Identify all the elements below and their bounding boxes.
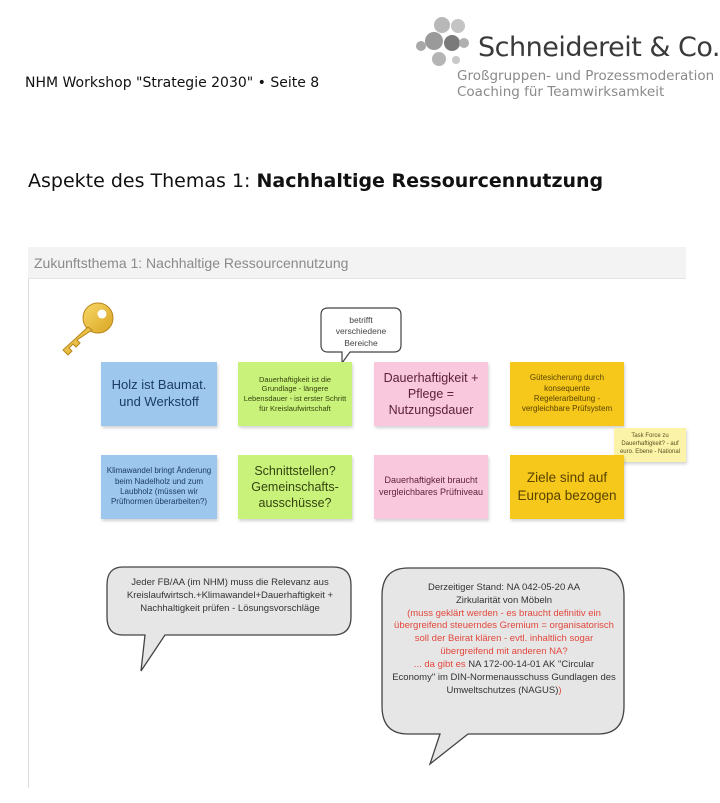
document-header: NHM Workshop "Strategie 2030" • Seite 8 bbox=[25, 75, 320, 91]
sticky-note: Gütesicherung durch konsequente Regelerarbeitung - vergleichbare Prüfsystem bbox=[510, 362, 624, 426]
logo-company-name: Schneidereit & Co. bbox=[478, 32, 720, 63]
section-title-prefix: Aspekte des Themas 1: bbox=[28, 170, 257, 192]
logo-tagline-2: Coaching für Teamwirksamkeit bbox=[457, 84, 665, 100]
board-divider bbox=[28, 278, 29, 788]
sticky-note: Dauerhaftigkeit ist die Grundlage - längere Lebensdauer - ist erster Schritt für Kreislaufwirtschaft bbox=[238, 362, 352, 426]
section-title-bold: Nachhaltige Ressourcennutzung bbox=[256, 170, 604, 192]
logo-tagline-1: Großgruppen- und Prozessmoderation bbox=[457, 68, 715, 84]
small-sticky-note: Task Force zu Dauerhaftigkeit? - auf euro. Ebene - National bbox=[614, 428, 686, 462]
bubble-right-line2: Zirkularität von Möbeln bbox=[455, 594, 553, 606]
sticky-note: Dauerhaftigkeit + Pflege = Nutzungsdauer bbox=[374, 362, 488, 426]
whiteboard-title: Zukunftsthema 1: Nachhaltige Ressourcennutzung bbox=[34, 255, 349, 271]
key-icon bbox=[55, 300, 117, 358]
sticky-note: Klimawandel bringt Änderung beim Nadelholz und zum Laubholz (müssen wir Prüfnormen überarbeiten?) bbox=[101, 455, 217, 519]
bubble-right-red-inline: ... da gibt es bbox=[413, 658, 466, 670]
speech-bubble-right-text bbox=[392, 582, 616, 697]
bubble-right-red-text: (muss geklärt werden - es braucht definitiv ein übergreifend steuerndes Gremium = organisatorisch soll der Beirat klären - evtl. inhaltlich sogar übergreifend mit anderen NA? bbox=[394, 607, 614, 658]
sticky-note: Ziele sind auf Europa bezogen bbox=[510, 455, 624, 519]
sticky-note: Schnittstellen? Gemeinschafts-ausschüsse? bbox=[238, 455, 352, 519]
sticky-note: Holz ist Baumat. und Werkstoff bbox=[101, 362, 217, 426]
molecule-dots-icon bbox=[412, 15, 482, 75]
speech-bubble-top-text: betrifft verschiedene Bereiche bbox=[335, 315, 387, 348]
sticky-note: Dauerhaftigkeit braucht vergleichbares Prüfniveau bbox=[374, 455, 488, 519]
section-title bbox=[28, 170, 603, 192]
bubble-right-line1: Derzeitiger Stand: NA 042-05-20 AA bbox=[427, 582, 581, 593]
bubble-right-close-paren: ) bbox=[558, 684, 562, 696]
bubble-right-reference: NA 172-00-14-01 AK "Circular Economy" im DIN-Normenausschuss Gundlagen des Umweltschutzes (NAGUS) bbox=[392, 658, 616, 696]
speech-bubble-left-text: Jeder FB/AA (im NHM) muss die Relevanz aus Kreislaufwirtsch.+Klimawandel+Dauerhaftigkeit + Nachhaltigkeit prüfen - Lösungsvorschläge bbox=[126, 577, 334, 614]
